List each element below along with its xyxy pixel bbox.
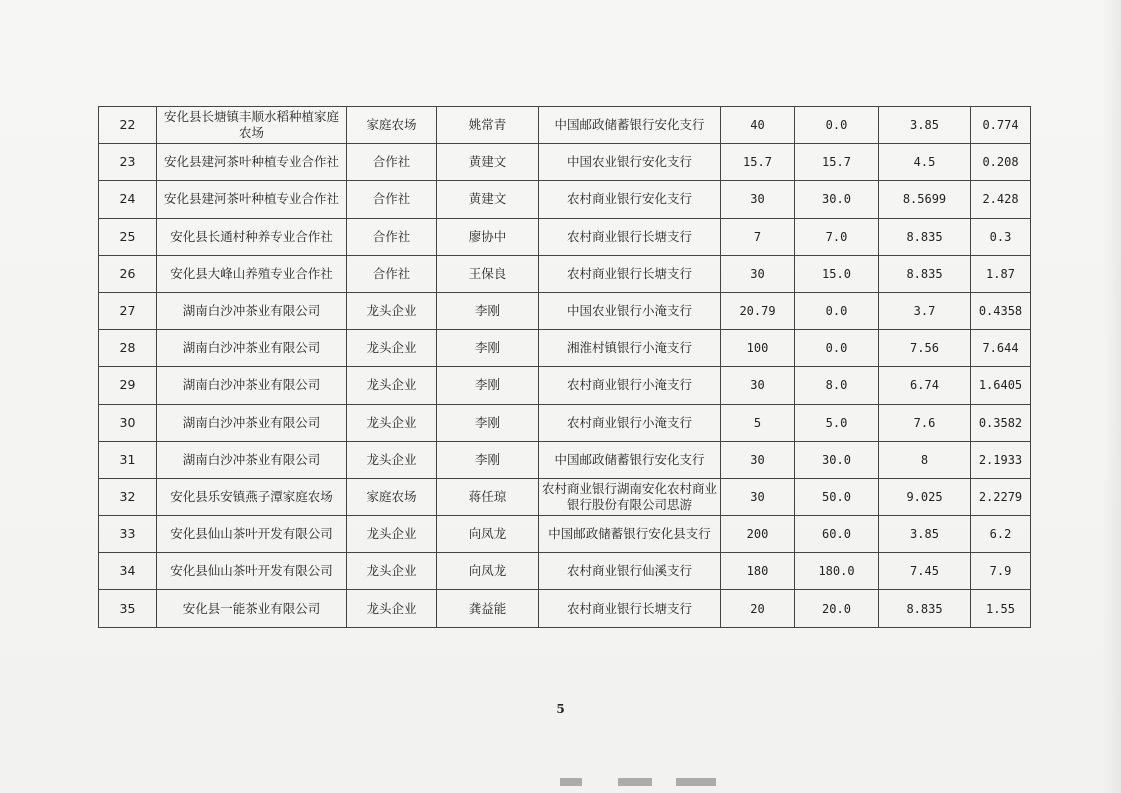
cell-index: 30 <box>99 404 157 441</box>
cell-entity-name: 湖南白沙冲茶业有限公司 <box>157 292 347 329</box>
cell-value-2: 60.0 <box>795 516 879 553</box>
cell-value-2: 0.0 <box>795 107 879 144</box>
cell-entity-type: 龙头企业 <box>347 404 437 441</box>
table-row <box>99 553 1031 590</box>
cell-value-3: 8.835 <box>879 590 971 627</box>
cell-bank-branch: 农村商业银行长塘支行 <box>539 255 721 292</box>
table-row <box>99 144 1031 181</box>
page-number: 5 <box>556 702 565 716</box>
cell-value-2: 0.0 <box>795 292 879 329</box>
cell-entity-type: 龙头企业 <box>347 330 437 367</box>
cell-value-2: 7.0 <box>795 218 879 255</box>
cell-value-3: 9.025 <box>879 478 971 515</box>
cell-entity-type: 龙头企业 <box>347 441 437 478</box>
cell-value-3: 7.6 <box>879 404 971 441</box>
cell-value-4: 0.3582 <box>971 404 1031 441</box>
cell-entity-name: 安化县建河茶叶种植专业合作社 <box>157 181 347 218</box>
table-row <box>99 478 1031 515</box>
cell-bank-branch: 农村商业银行安化支行 <box>539 181 721 218</box>
cell-value-4: 1.87 <box>971 255 1031 292</box>
cell-value-4: 6.2 <box>971 516 1031 553</box>
cell-entity-type: 龙头企业 <box>347 553 437 590</box>
cell-value-1: 200 <box>721 516 795 553</box>
cell-index: 35 <box>99 590 157 627</box>
cell-entity-name: 湖南白沙冲茶业有限公司 <box>157 441 347 478</box>
cell-index: 33 <box>99 516 157 553</box>
cell-value-1: 30 <box>721 181 795 218</box>
cell-entity-type: 合作社 <box>347 144 437 181</box>
cell-value-4: 7.9 <box>971 553 1031 590</box>
cell-bank-branch: 农村商业银行小淹支行 <box>539 404 721 441</box>
cell-value-4: 0.774 <box>971 107 1031 144</box>
cell-value-3: 8 <box>879 441 971 478</box>
cell-entity-type: 合作社 <box>347 218 437 255</box>
loan-table <box>98 106 1031 628</box>
cell-contact-person: 李刚 <box>437 404 539 441</box>
cell-index: 23 <box>99 144 157 181</box>
cell-value-4: 2.2279 <box>971 478 1031 515</box>
cell-value-1: 30 <box>721 367 795 404</box>
cell-value-1: 15.7 <box>721 144 795 181</box>
cell-entity-type: 龙头企业 <box>347 516 437 553</box>
cell-contact-person: 王保良 <box>437 255 539 292</box>
cell-value-1: 7 <box>721 218 795 255</box>
cell-value-2: 5.0 <box>795 404 879 441</box>
cell-index: 25 <box>99 218 157 255</box>
cell-value-4: 0.3 <box>971 218 1031 255</box>
cell-contact-person: 李刚 <box>437 441 539 478</box>
cell-bank-branch: 中国邮政储蓄银行安化县支行 <box>539 516 721 553</box>
cell-entity-type: 家庭农场 <box>347 107 437 144</box>
cell-value-2: 30.0 <box>795 441 879 478</box>
cell-value-2: 20.0 <box>795 590 879 627</box>
bleed-through-mark <box>618 778 652 786</box>
cell-value-2: 8.0 <box>795 367 879 404</box>
cell-bank-branch: 中国邮政储蓄银行安化支行 <box>539 107 721 144</box>
cell-index: 28 <box>99 330 157 367</box>
cell-value-1: 30 <box>721 478 795 515</box>
table-row <box>99 255 1031 292</box>
table-row <box>99 367 1031 404</box>
cell-contact-person: 黄建文 <box>437 144 539 181</box>
bleed-through-mark <box>560 778 582 786</box>
cell-bank-branch: 农村商业银行小淹支行 <box>539 367 721 404</box>
cell-value-1: 100 <box>721 330 795 367</box>
cell-value-3: 7.56 <box>879 330 971 367</box>
cell-value-2: 30.0 <box>795 181 879 218</box>
table-row <box>99 292 1031 329</box>
cell-value-3: 8.835 <box>879 218 971 255</box>
cell-value-1: 20.79 <box>721 292 795 329</box>
cell-bank-branch: 中国农业银行安化支行 <box>539 144 721 181</box>
cell-value-4: 0.4358 <box>971 292 1031 329</box>
cell-value-4: 2.428 <box>971 181 1031 218</box>
cell-bank-branch: 中国农业银行小淹支行 <box>539 292 721 329</box>
cell-index: 27 <box>99 292 157 329</box>
cell-entity-name: 安化县长通村种养专业合作社 <box>157 218 347 255</box>
cell-entity-type: 合作社 <box>347 181 437 218</box>
cell-value-2: 180.0 <box>795 553 879 590</box>
cell-index: 24 <box>99 181 157 218</box>
cell-entity-name: 安化县仙山茶叶开发有限公司 <box>157 516 347 553</box>
cell-entity-name: 安化县乐安镇燕子潭家庭农场 <box>157 478 347 515</box>
cell-entity-type: 家庭农场 <box>347 478 437 515</box>
cell-entity-name: 安化县大峰山养殖专业合作社 <box>157 255 347 292</box>
cell-contact-person: 向凤龙 <box>437 553 539 590</box>
cell-value-4: 7.644 <box>971 330 1031 367</box>
cell-bank-branch: 农村商业银行仙溪支行 <box>539 553 721 590</box>
cell-contact-person: 李刚 <box>437 330 539 367</box>
cell-index: 29 <box>99 367 157 404</box>
table-row <box>99 330 1031 367</box>
cell-value-3: 8.835 <box>879 255 971 292</box>
cell-contact-person: 李刚 <box>437 292 539 329</box>
cell-entity-type: 龙头企业 <box>347 590 437 627</box>
bleed-through-mark <box>676 778 716 786</box>
cell-value-4: 1.6405 <box>971 367 1031 404</box>
cell-index: 22 <box>99 107 157 144</box>
cell-contact-person: 廖协中 <box>437 218 539 255</box>
cell-value-3: 8.5699 <box>879 181 971 218</box>
cell-bank-branch: 农村商业银行湖南安化农村商业银行股份有限公司思游 <box>539 478 721 515</box>
cell-value-4: 1.55 <box>971 590 1031 627</box>
cell-contact-person: 李刚 <box>437 367 539 404</box>
cell-bank-branch: 农村商业银行长塘支行 <box>539 590 721 627</box>
table-row <box>99 590 1031 627</box>
cell-value-3: 3.7 <box>879 292 971 329</box>
cell-value-1: 40 <box>721 107 795 144</box>
cell-entity-type: 合作社 <box>347 255 437 292</box>
table-row <box>99 441 1031 478</box>
cell-entity-name: 安化县长塘镇丰顺水稻种植家庭农场 <box>157 107 347 144</box>
cell-bank-branch: 农村商业银行长塘支行 <box>539 218 721 255</box>
cell-entity-name: 湖南白沙冲茶业有限公司 <box>157 330 347 367</box>
cell-contact-person: 蒋任琼 <box>437 478 539 515</box>
table-body <box>99 107 1031 628</box>
table-row <box>99 218 1031 255</box>
cell-entity-type: 龙头企业 <box>347 292 437 329</box>
cell-entity-type: 龙头企业 <box>347 367 437 404</box>
cell-bank-branch: 中国邮政储蓄银行安化支行 <box>539 441 721 478</box>
cell-index: 32 <box>99 478 157 515</box>
cell-entity-name: 湖南白沙冲茶业有限公司 <box>157 404 347 441</box>
cell-value-4: 2.1933 <box>971 441 1031 478</box>
cell-value-3: 4.5 <box>879 144 971 181</box>
cell-contact-person: 姚常青 <box>437 107 539 144</box>
cell-value-3: 3.85 <box>879 516 971 553</box>
table-row <box>99 404 1031 441</box>
cell-index: 34 <box>99 553 157 590</box>
cell-contact-person: 向凤龙 <box>437 516 539 553</box>
scan-edge-shadow <box>1103 0 1121 793</box>
cell-entity-name: 安化县仙山茶叶开发有限公司 <box>157 553 347 590</box>
cell-value-3: 3.85 <box>879 107 971 144</box>
cell-value-1: 30 <box>721 255 795 292</box>
cell-value-2: 15.0 <box>795 255 879 292</box>
cell-value-2: 15.7 <box>795 144 879 181</box>
cell-entity-name: 安化县建河茶叶种植专业合作社 <box>157 144 347 181</box>
cell-index: 31 <box>99 441 157 478</box>
cell-entity-name: 湖南白沙冲茶业有限公司 <box>157 367 347 404</box>
cell-value-1: 30 <box>721 441 795 478</box>
table-row <box>99 107 1031 144</box>
cell-index: 26 <box>99 255 157 292</box>
cell-bank-branch: 湘淮村镇银行小淹支行 <box>539 330 721 367</box>
cell-value-4: 0.208 <box>971 144 1031 181</box>
cell-value-3: 7.45 <box>879 553 971 590</box>
cell-entity-name: 安化县一能茶业有限公司 <box>157 590 347 627</box>
cell-contact-person: 龚益能 <box>437 590 539 627</box>
cell-value-1: 20 <box>721 590 795 627</box>
cell-value-1: 5 <box>721 404 795 441</box>
cell-value-2: 50.0 <box>795 478 879 515</box>
table-row <box>99 181 1031 218</box>
table-row <box>99 516 1031 553</box>
cell-value-1: 180 <box>721 553 795 590</box>
cell-value-2: 0.0 <box>795 330 879 367</box>
cell-value-3: 6.74 <box>879 367 971 404</box>
cell-contact-person: 黄建文 <box>437 181 539 218</box>
